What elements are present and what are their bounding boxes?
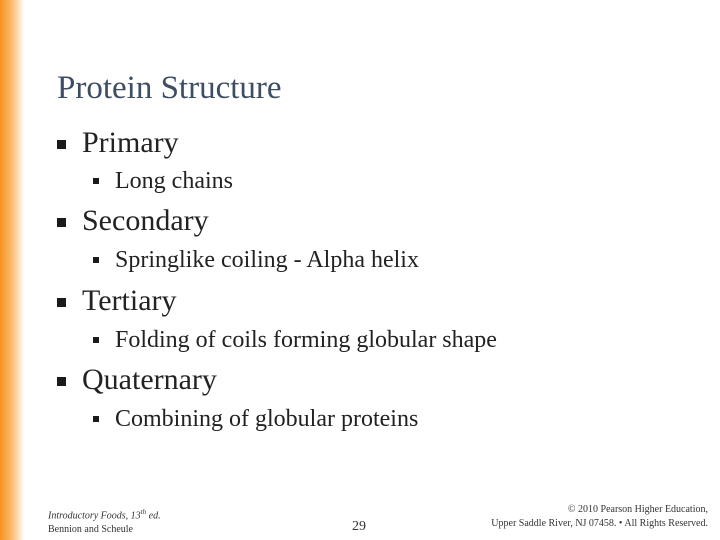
- page-number: 29: [352, 519, 366, 534]
- edition-superscript: th: [140, 508, 147, 516]
- bullet-square-icon: [93, 257, 99, 263]
- bullet-text: Quaternary: [82, 363, 217, 396]
- footer-citation: [48, 505, 161, 537]
- authors: Bennion and Scheule: [48, 524, 133, 536]
- footer-copyright: [491, 503, 708, 531]
- left-accent-bar: [0, 0, 24, 540]
- sub-bullet-text: Combining of globular proteins: [115, 406, 419, 432]
- sub-bullet-text: Long chains: [115, 168, 233, 194]
- book-title: Introductory Foods, 13: [48, 510, 141, 522]
- edition-suffix: ed.: [146, 510, 161, 522]
- bullet-square-icon: [93, 178, 99, 184]
- bullet-square-icon: [57, 298, 66, 307]
- bullet-square-icon: [93, 337, 99, 343]
- copyright-line-2: Upper Saddle River, NJ 07458. • All Rights Reserved.: [491, 518, 708, 529]
- sub-bullet-text: Springlike coiling - Alpha helix: [115, 247, 419, 273]
- sub-bullet-text: Folding of coils forming globular shape: [115, 327, 497, 353]
- bullet-square-icon: [57, 140, 66, 149]
- bullet-square-icon: [93, 416, 99, 422]
- book-title-line: [48, 505, 161, 523]
- bullet-square-icon: [57, 218, 66, 227]
- slide-title: Protein Structure: [57, 70, 282, 106]
- copyright-line-1: © 2010 Pearson Higher Education,: [567, 504, 708, 515]
- bullet-square-icon: [57, 377, 66, 386]
- bullet-text: Tertiary: [82, 284, 177, 317]
- bullet-text: Secondary: [82, 204, 209, 237]
- bullet-text: Primary: [82, 126, 179, 159]
